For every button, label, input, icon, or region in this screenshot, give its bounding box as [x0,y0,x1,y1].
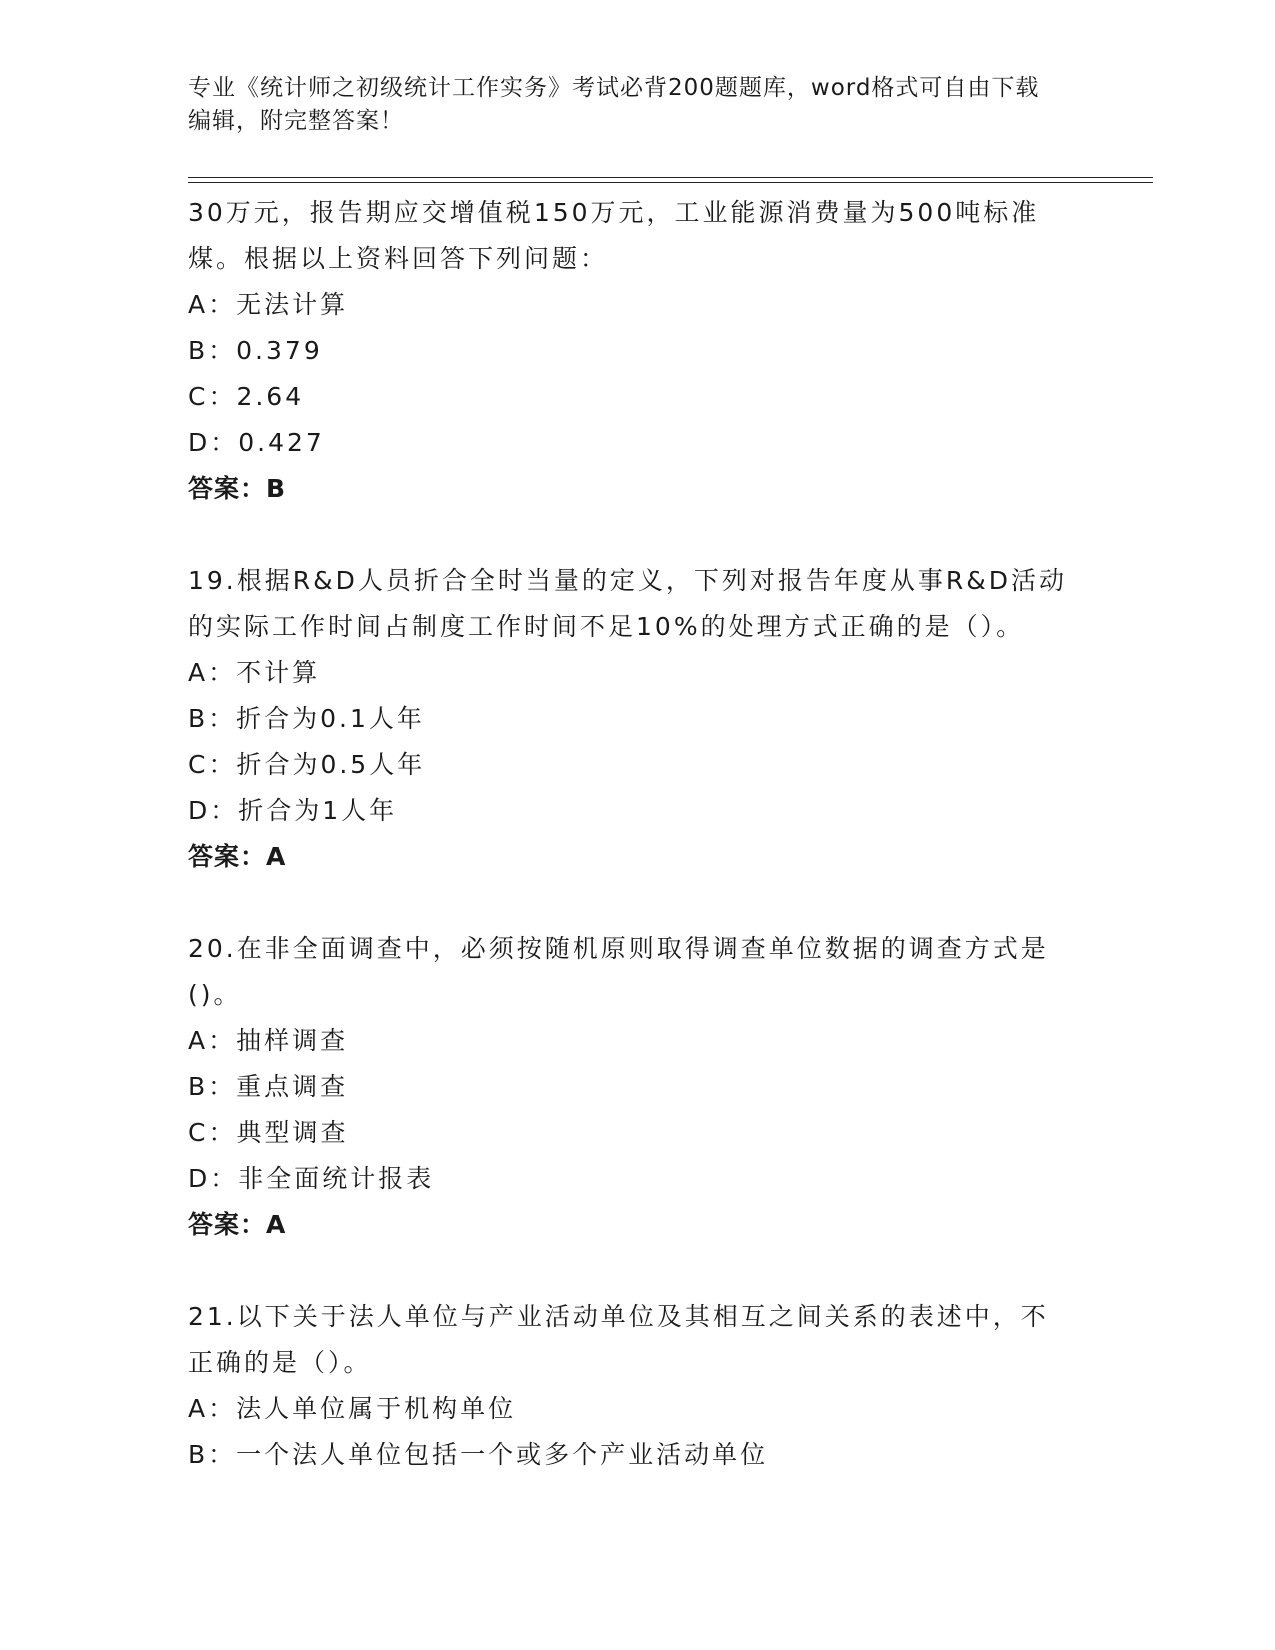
answer-line: 答案：A [188,1210,287,1239]
question-stem-line: 30万元，报告期应交增值税150万元，工业能源消费量为500吨标准 [188,198,1040,227]
question-stem-line: 的实际工作时间占制度工作时间不足10%的处理方式正确的是（）。 [188,612,1025,641]
header-divider-top [188,177,1153,178]
question-18 [188,190,1088,512]
header-divider-bottom [188,182,1153,183]
question-content [188,190,1088,1478]
option-b: B：0.379 [188,336,323,365]
question-stem-line: 20.在非全面调查中，必须按随机原则取得调查单位数据的调查方式是 [188,934,1049,963]
option-a: A：抽样调查 [188,1026,349,1055]
question-20 [188,926,1088,1248]
option-c: C：折合为0.5人年 [188,750,426,779]
option-b: B：折合为0.1人年 [188,704,425,733]
question-stem-line: 正确的是（）。 [188,1348,372,1377]
option-a: A：不计算 [188,658,321,687]
answer-line: 答案：B [188,474,287,503]
question-stem-line: ()。 [188,980,242,1009]
option-b: B：重点调查 [188,1072,349,1101]
option-c: C：2.64 [188,382,305,411]
header-line-1: 专业《统计师之初级统计工作实务》考试必背200题题库，word格式可自由下载 [188,75,1040,101]
document-header [188,72,1088,138]
answer-line: 答案：A [188,842,287,871]
question-21 [188,1294,1088,1478]
header-line-2: 编辑，附完整答案！ [188,108,404,134]
option-a: A：无法计算 [188,290,349,319]
question-stem-line: 煤。根据以上资料回答下列问题： [188,244,609,273]
option-d: D：折合为1人年 [188,796,398,825]
option-c: C：典型调查 [188,1118,349,1147]
option-a: A：法人单位属于机构单位 [188,1394,517,1423]
option-b: B：一个法人单位包括一个或多个产业活动单位 [188,1440,769,1469]
question-19 [188,558,1088,880]
option-d: D：非全面统计报表 [188,1164,435,1193]
question-stem-line: 19.根据R&D人员折合全时当量的定义，下列对报告年度从事R&D活动 [188,566,1067,595]
question-stem-line: 21.以下关于法人单位与产业活动单位及其相互之间关系的表述中，不 [188,1302,1049,1331]
option-d: D：0.427 [188,428,325,457]
